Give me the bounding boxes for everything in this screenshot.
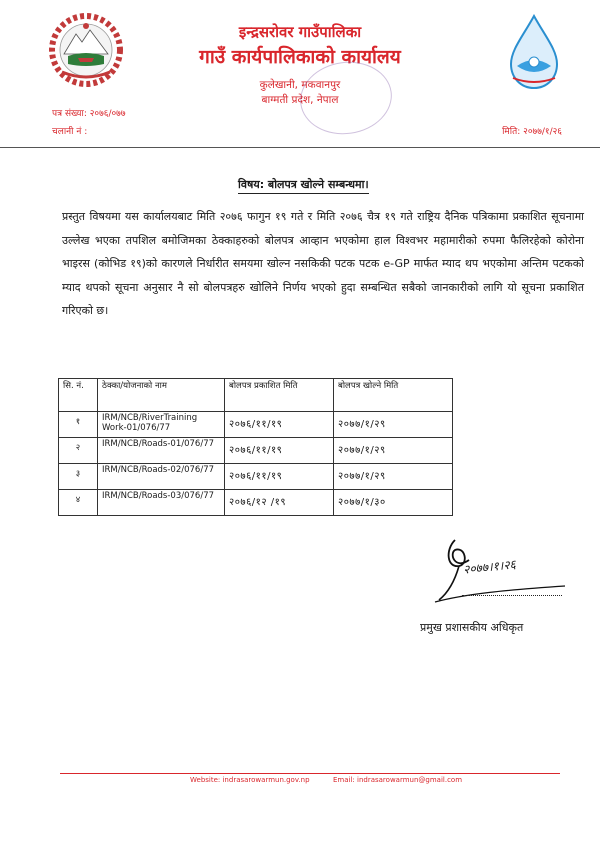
- row-published-date: २०७६/११/१९: [225, 412, 334, 438]
- row-published-date: २०७६/१२ /१९: [225, 490, 334, 516]
- row-contract-name: IRM/NCB/RiverTraining Work-01/076/77: [98, 412, 225, 438]
- office-address: कुलेखानी, मकवानपुर: [259, 79, 341, 91]
- signature-line: [462, 595, 562, 596]
- row-published-date: २०७६/११/१९: [225, 438, 334, 464]
- header-divider: [0, 147, 600, 148]
- table-row: [59, 464, 453, 490]
- footer-email: Email: indrasarowarmun@gmail.com: [333, 776, 463, 784]
- municipality-name: इन्द्रसरोवर गाउँपालिका: [238, 23, 362, 41]
- row-contract-name: IRM/NCB/Roads-01/076/77: [98, 438, 225, 464]
- table-row: [59, 438, 453, 464]
- notice-body: प्रस्तुत विषयमा यस कार्यालयबाट मिति २०७६ फागुन १९ गते र मिति २०७६ चैत्र १९ गते राष्ट्रिय दैनिक पत्रिकामा प्रकाशित सूचनामा उल्लेख भएका तपशिल बमोजिमका ठेक्काहरुको बोलपत्र आव्हान भएकोमा हाल विश्वभर महामारीको रुपमा फैलिरहेको कोरोना भाइरस (कोभिड १९)को कारणले निर्धारीत समयमा खोल्न नसकिकी पटक पटक e-GP मार्फत म्याद थप भएकोमा अन्तिम पटकको म्याद थपको सूचना अनुसार नै सो बोलपत्रहरु खोलिने निर्णय भएको हुदा सम्बन्धित सबैको जानकारीको लागि यो सूचना प्रकाशित गरिएको छ।: [62, 210, 584, 318]
- row-opening-date: २०७७/१/३०: [334, 490, 453, 516]
- row-opening-date: २०७७/१/२९: [334, 438, 453, 464]
- row-serial: २: [59, 438, 98, 464]
- header-contract-name: ठेक्का/योजनाको नाम: [98, 379, 225, 412]
- row-opening-date: २०७७/१/२९: [334, 412, 453, 438]
- table-row: [59, 490, 453, 516]
- row-serial: ३: [59, 464, 98, 490]
- tender-table: [58, 378, 453, 516]
- officer-title: प्रमुख प्रशासकीय अधिकृत: [420, 621, 524, 634]
- reference-number: पत्र संख्या: २०७६/०७७: [52, 109, 126, 119]
- dispatch-number: चलानी नं :: [52, 127, 88, 137]
- letter-date: मिति: २०७७/१/२६: [502, 127, 562, 137]
- notice-subject: विषय: बोलपत्र खोल्ने सम्बन्धमा।: [238, 177, 369, 194]
- header-opening-date: बोलपत्र खोल्ने मिति: [334, 379, 453, 412]
- row-serial: ४: [59, 490, 98, 516]
- table-row: [59, 412, 453, 438]
- signature-date: २०७७।१।२६: [462, 557, 517, 577]
- row-serial: १: [59, 412, 98, 438]
- row-contract-name: IRM/NCB/Roads-02/076/77: [98, 464, 225, 490]
- header-serial: सि. नं.: [59, 379, 98, 412]
- footer-divider: [60, 773, 560, 774]
- office-province: बाग्मती प्रदेश, नेपाल: [261, 94, 339, 106]
- footer-website: Website: indrasarowarmun.gov.np: [190, 776, 310, 784]
- table-header-row: [59, 379, 453, 412]
- office-name: गाउँ कार्यपालिकाको कार्यालय: [199, 46, 401, 68]
- water-drop-logo-icon: [503, 14, 565, 92]
- header-published-date: बोलपत्र प्रकाशित मिति: [225, 379, 334, 412]
- nepal-emblem-icon: [48, 12, 124, 88]
- row-opening-date: २०७७/१/२९: [334, 464, 453, 490]
- row-published-date: २०७६/११/१९: [225, 464, 334, 490]
- row-contract-name: IRM/NCB/Roads-03/076/77: [98, 490, 225, 516]
